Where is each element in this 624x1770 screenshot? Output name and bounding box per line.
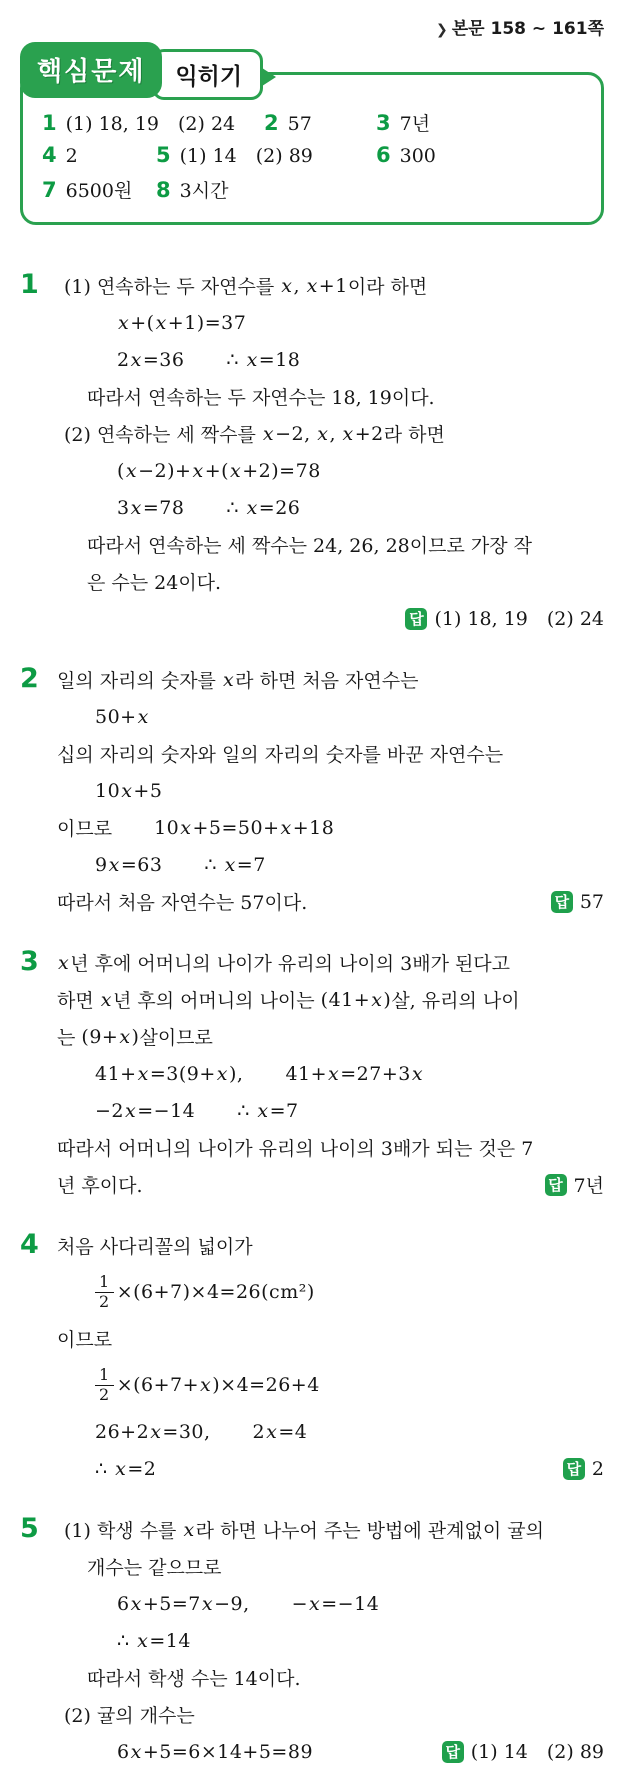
section-tab: 익히기 bbox=[152, 49, 263, 100]
math-run: ∴ x=2 bbox=[95, 1457, 157, 1480]
text-run: (2) 연속하는 세 짝수를 bbox=[64, 424, 262, 446]
text-run: 년 후이다. bbox=[57, 1175, 143, 1197]
math-run: 9x=63 bbox=[95, 853, 163, 876]
answer-badge: 답 bbox=[545, 1174, 567, 1196]
problem bbox=[20, 267, 604, 637]
math-run: (41+x) bbox=[320, 988, 392, 1011]
problem-number: 2 bbox=[20, 663, 39, 694]
fraction-numerator: 1 bbox=[99, 1365, 110, 1385]
answer-value: (1) 18, 19 (2) 24 bbox=[434, 607, 604, 630]
answer-value: 2 bbox=[591, 1457, 604, 1480]
solution-line bbox=[57, 489, 604, 526]
solution-line bbox=[57, 1450, 604, 1487]
text-run: , bbox=[293, 274, 306, 297]
fraction-denominator: 2 bbox=[95, 1385, 114, 1404]
solution-line bbox=[57, 600, 604, 637]
answer-line bbox=[405, 608, 604, 630]
math-run: 41+x=3(9+x), bbox=[95, 1062, 244, 1085]
problem bbox=[20, 661, 604, 920]
solution-line bbox=[57, 415, 604, 452]
answer-cell bbox=[42, 145, 156, 167]
math-run: −2x=−14 bbox=[95, 1099, 196, 1122]
answer-text: (1) 18, 19 (2) 24 bbox=[65, 113, 236, 135]
math-run: x+(x+1)=37 bbox=[118, 311, 247, 334]
answer-text: 3시간 bbox=[179, 180, 229, 202]
solution-line bbox=[57, 1092, 604, 1129]
text-run: 는 bbox=[57, 1027, 82, 1049]
text-run: , bbox=[304, 422, 317, 445]
fraction bbox=[95, 1366, 114, 1404]
solution-line bbox=[57, 1696, 604, 1733]
fraction-denominator: 2 bbox=[95, 1292, 114, 1311]
solution-line bbox=[57, 304, 604, 341]
text-run: , bbox=[329, 422, 342, 445]
text-run: 따라서 학생 수는 14이다. bbox=[87, 1668, 301, 1690]
text-run: 따라서 연속하는 두 자연수는 18, 19이다. bbox=[87, 387, 435, 409]
answer-row bbox=[42, 109, 587, 136]
math-run: x−2 bbox=[262, 422, 305, 445]
answer-value: 7년 bbox=[573, 1175, 604, 1197]
answer-box-rows bbox=[42, 109, 587, 203]
solutions bbox=[20, 267, 604, 1770]
text-run: 하면 bbox=[57, 990, 100, 1012]
problem-number: 1 bbox=[20, 269, 39, 300]
solution-line bbox=[57, 846, 604, 883]
answer-cell bbox=[42, 113, 264, 135]
solution-line bbox=[57, 1320, 604, 1357]
solution-line bbox=[57, 735, 604, 772]
math-run: x bbox=[183, 1518, 195, 1541]
solution-line bbox=[57, 809, 604, 846]
solution-line bbox=[57, 563, 604, 600]
text-run: 은 수는 24이다. bbox=[87, 572, 222, 594]
math-run: 10x+5=50+x+18 bbox=[154, 816, 335, 839]
reference-text: 본문 158 ~ 161쪽 bbox=[451, 19, 604, 39]
solution-line bbox=[57, 1733, 604, 1770]
answer-cell bbox=[156, 145, 376, 167]
answer-cell bbox=[376, 109, 430, 136]
answer-line bbox=[551, 891, 604, 913]
text-run: 처음 사다리꼴의 넓이가 bbox=[57, 1236, 253, 1258]
math-run: 41+x=27+3x bbox=[285, 1062, 424, 1085]
answer-cell bbox=[264, 113, 376, 135]
math-run: ∴ x=7 bbox=[237, 1099, 299, 1122]
answer-cell bbox=[376, 145, 436, 167]
solution-line bbox=[57, 661, 604, 698]
solution-line bbox=[57, 698, 604, 735]
math-run: −x=−14 bbox=[291, 1592, 380, 1615]
answer-text: 57 bbox=[287, 113, 312, 135]
problem bbox=[20, 944, 604, 1203]
answer-row bbox=[42, 176, 587, 203]
math-run: 6x+5=7x−9, bbox=[117, 1592, 250, 1615]
fraction bbox=[95, 1273, 114, 1311]
answer-line bbox=[442, 1741, 604, 1763]
text-run: 따라서 어머니의 나이가 유리의 나이의 3배가 되는 것은 7 bbox=[57, 1138, 534, 1160]
answer-badge: 답 bbox=[563, 1458, 585, 1480]
solution-line bbox=[57, 267, 604, 304]
math-run: 2x=4 bbox=[252, 1420, 308, 1443]
text-run: 따라서 처음 자연수는 57이다. bbox=[57, 892, 308, 914]
math-run: 3x=78 bbox=[117, 496, 185, 519]
solution-line bbox=[57, 1413, 604, 1450]
math-run: ∴ x=26 bbox=[226, 496, 301, 519]
problem-body bbox=[57, 944, 604, 1203]
math-run: (x−2)+x+(x+2)=78 bbox=[117, 459, 321, 482]
answer-cell bbox=[156, 176, 228, 203]
solution-line bbox=[57, 1166, 604, 1203]
answer-number: 7 bbox=[42, 178, 57, 202]
solution-line bbox=[57, 526, 604, 563]
problem-number: 4 bbox=[20, 1229, 39, 1260]
answer-text: 2 bbox=[65, 145, 78, 167]
answer-badge: 답 bbox=[551, 891, 573, 913]
answer-line bbox=[545, 1171, 604, 1198]
answer-number: 4 bbox=[42, 143, 57, 167]
problem-body bbox=[57, 1511, 604, 1770]
math-run: ×(6+7)×4=26(cm²) bbox=[116, 1281, 315, 1303]
answer-number: 6 bbox=[376, 143, 391, 167]
text-run: 이므로 bbox=[57, 818, 113, 840]
solution-line bbox=[57, 1622, 604, 1659]
text-run: (2) 귤의 개수는 bbox=[64, 1705, 195, 1727]
problem-body bbox=[57, 267, 604, 637]
text-run: (1) 학생 수를 bbox=[64, 1520, 183, 1542]
text-run: 년 후에 어머니의 나이가 유리의 나이의 3배가 된다고 bbox=[70, 953, 511, 975]
math-run: ∴ x=14 bbox=[117, 1629, 191, 1652]
solution-line bbox=[57, 452, 604, 489]
solution-line bbox=[57, 772, 604, 809]
math-run: 10x+5 bbox=[95, 779, 163, 802]
solution-line bbox=[57, 1357, 604, 1413]
text-run: 라 하면 처음 자연수는 bbox=[235, 670, 419, 692]
solution-line bbox=[57, 1055, 604, 1092]
solution-line bbox=[57, 1018, 604, 1055]
math-run: x bbox=[58, 951, 70, 974]
answer-value: (1) 14 (2) 89 bbox=[470, 1740, 604, 1763]
section-header bbox=[20, 42, 276, 100]
solution-line bbox=[57, 1264, 604, 1320]
text-run: 라 하면 나누어 주는 방법에 관계없이 귤의 bbox=[195, 1520, 544, 1542]
answer-text: 7년 bbox=[399, 113, 431, 135]
problem-body bbox=[57, 661, 604, 920]
answer-cell bbox=[42, 176, 156, 203]
math-run: ×(6+7+x)×4=26+4 bbox=[116, 1374, 320, 1396]
solution-line bbox=[57, 944, 604, 981]
text-run: 따라서 연속하는 세 짝수는 24, 26, 28이므로 가장 작 bbox=[87, 535, 532, 557]
answer-number: 3 bbox=[376, 111, 391, 135]
math-run: 26+2x=30, bbox=[95, 1420, 211, 1443]
answer-text: (1) 14 (2) 89 bbox=[179, 145, 313, 167]
solution-line bbox=[57, 341, 604, 378]
problem-body bbox=[57, 1227, 604, 1487]
text-run: 라 하면 bbox=[383, 424, 445, 446]
text-run: 이라 하면 bbox=[347, 276, 428, 298]
solution-line bbox=[57, 1659, 604, 1696]
text-run: 년 후의 어머니의 나이는 bbox=[112, 990, 321, 1012]
answer-number: 5 bbox=[156, 143, 171, 167]
solution-line bbox=[57, 1227, 604, 1264]
solution-line bbox=[57, 1548, 604, 1585]
text-run: 이므로 bbox=[57, 1329, 113, 1351]
text-run: 십의 자리의 숫자와 일의 자리의 숫자를 바꾼 자연수는 bbox=[57, 744, 504, 766]
answer-number: 2 bbox=[264, 111, 279, 135]
math-run: x bbox=[281, 274, 293, 297]
math-run: x bbox=[317, 422, 329, 445]
solution-line bbox=[57, 981, 604, 1018]
answer-value: 57 bbox=[579, 890, 604, 913]
answer-text: 300 bbox=[399, 145, 436, 167]
answer-text: 6500원 bbox=[65, 180, 133, 202]
problem bbox=[20, 1511, 604, 1770]
answer-badge: 답 bbox=[442, 1741, 464, 1763]
text-run: 살, 유리의 나이 bbox=[391, 990, 520, 1012]
math-run: (9+x) bbox=[81, 1025, 140, 1048]
math-run: ∴ x=7 bbox=[204, 853, 266, 876]
math-run: x bbox=[100, 988, 112, 1011]
math-run: x+1 bbox=[306, 274, 348, 297]
text-run: 일의 자리의 숫자를 bbox=[57, 670, 222, 692]
solution-line bbox=[57, 1511, 604, 1548]
text-run: (1) 연속하는 두 자연수를 bbox=[64, 276, 281, 298]
problem bbox=[20, 1227, 604, 1487]
math-run: 6x+5=6×14+5=89 bbox=[117, 1740, 314, 1763]
answer-line bbox=[563, 1458, 604, 1480]
answer-row bbox=[42, 145, 587, 167]
answer-number: 1 bbox=[42, 111, 57, 135]
math-run: 2x=36 bbox=[117, 348, 185, 371]
answer-badge: 답 bbox=[405, 608, 427, 630]
reference-note bbox=[20, 14, 604, 40]
problem-number: 3 bbox=[20, 946, 39, 977]
text-run: 살이므로 bbox=[139, 1027, 213, 1049]
problem-number: 5 bbox=[20, 1513, 39, 1544]
answer-number: 8 bbox=[156, 178, 171, 202]
section-badge: 핵심문제 bbox=[20, 42, 162, 98]
chevron-right-icon: ❯ bbox=[436, 22, 448, 38]
solution-line bbox=[57, 1585, 604, 1622]
solution-line bbox=[57, 1129, 604, 1166]
math-run: ∴ x=18 bbox=[226, 348, 301, 371]
math-run: x bbox=[222, 668, 235, 691]
answer-summary-box bbox=[20, 57, 604, 225]
solution-line bbox=[57, 883, 604, 920]
math-run: x+2 bbox=[342, 422, 384, 445]
solution-line bbox=[57, 378, 604, 415]
fraction-numerator: 1 bbox=[99, 1272, 110, 1292]
math-run: 50+x bbox=[95, 705, 149, 728]
text-run: 개수는 같으므로 bbox=[87, 1557, 222, 1579]
